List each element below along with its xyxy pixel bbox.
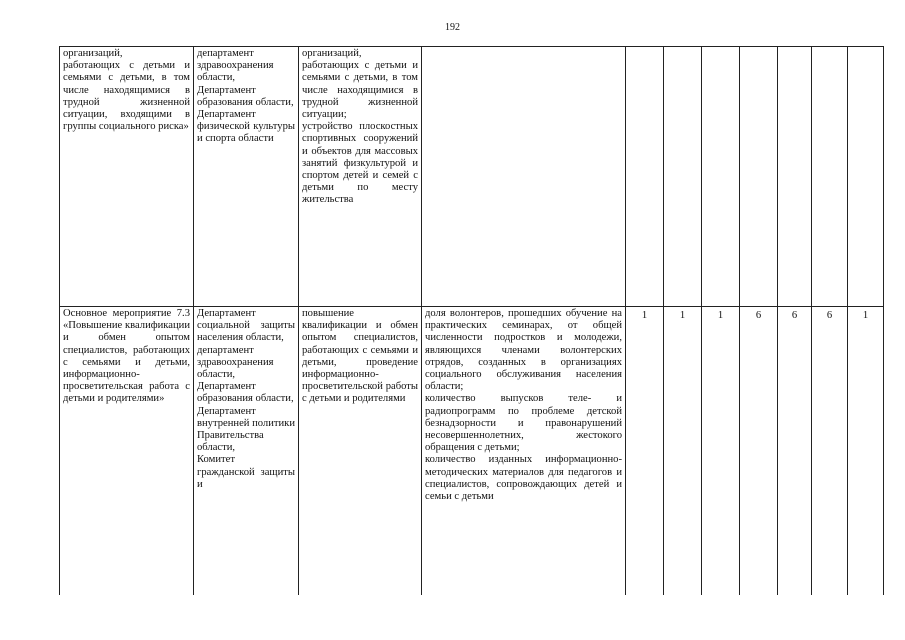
value-cell: 6	[812, 307, 848, 596]
value-cell: 1	[626, 307, 664, 596]
table-row	[60, 307, 884, 596]
executors-cell	[194, 307, 299, 596]
value-cell	[626, 47, 664, 307]
executors-text: Департамент социальной защиты населения области, департамент здравоохранения области, Департамент образования области, Департамент внутренней политики Правительства области, Комитет гражданской защиты и	[197, 308, 295, 490]
value-cell	[812, 47, 848, 307]
indicators-text: доля волонтеров, прошедших обучение на практических семинарах, от общей численности подростков и молодежи, являющихся членами волонтерских отрядов, созданных в организациях социального обслуживания населения области; количество выпусков теле- и радиопрограмм по проблеме детской безнадзорности и правонарушений несовершеннолетних, жестокого обращения с детьми; количество изданных информационно-методических материалов для педагогов и специалистов, сопровождающих детей и семьи с детьми	[425, 308, 622, 503]
value-cell: 6	[740, 307, 778, 596]
activity-text: Основное мероприятие 7.3 «Повышение квалификации и обмен опытом специалистов, работающих с семьями и детьми, информационно-просветительская работа с детьми и родителями»	[63, 308, 190, 405]
executors-cell	[194, 47, 299, 307]
value-cell: 1	[702, 307, 740, 596]
indicators-cell	[422, 47, 626, 307]
value-cell	[664, 47, 702, 307]
result-cell	[299, 47, 422, 307]
result-text: повышение квалификации и обмен опытом специалистов, работающих с семьями и детьми, проведение информационно-просветительской работы с детьми и родителями	[302, 308, 418, 405]
value-cell	[740, 47, 778, 307]
activity-cell	[60, 307, 194, 596]
value-cell: 1	[664, 307, 702, 596]
page-number: 192	[445, 22, 460, 33]
table-row	[60, 47, 884, 307]
value-cell: 1	[848, 307, 884, 596]
indicators-cell	[422, 307, 626, 596]
program-table	[59, 46, 884, 595]
value-cell	[778, 47, 812, 307]
value-cell: 6	[778, 307, 812, 596]
activity-text: организаций, работающих с детьми и семьями с детьми, в том числе находящимися в трудной жизненной ситуации, входящими в группы социального риска»	[63, 48, 190, 133]
executors-text: департамент здравоохранения области, Департамент образования области, Департамент физической культуры и спорта области	[197, 48, 295, 145]
result-text: организаций, работающих с детьми и семьями с детьми, в том числе находящимися в трудной жизненной ситуации; устройство плоскостных спортивных сооружений и объектов для массовых занятий физкультурой и спортом детей и семей с детьми по месту жительства	[302, 48, 418, 206]
activity-cell	[60, 47, 194, 307]
value-cell	[702, 47, 740, 307]
value-cell	[848, 47, 884, 307]
result-cell	[299, 307, 422, 596]
